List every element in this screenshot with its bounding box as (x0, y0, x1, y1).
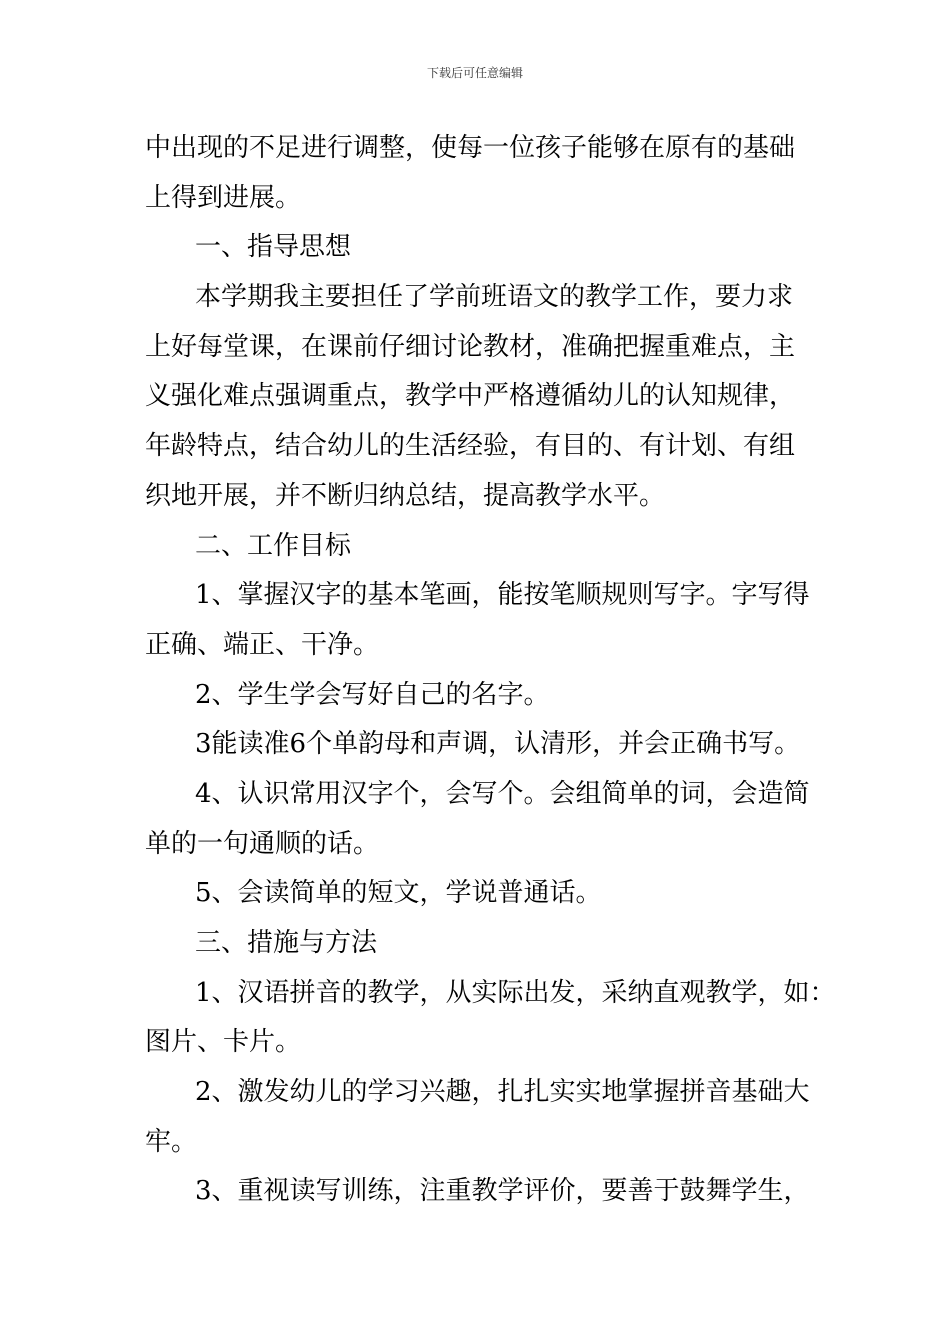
section-heading-measures: 三、措施与方法 (195, 928, 378, 958)
text-line: 上得到进展。 (145, 182, 302, 213)
page-header-note: 下载后可任意编辑 (426, 66, 523, 80)
document-body (145, 124, 836, 1217)
list-item: 2、激发幼儿的学习兴趣，扎扎实实地掌握拼音基础大 (195, 1077, 810, 1108)
list-item: 3能读准6个单韵母和声调，认清形，并会正确书写。 (195, 729, 801, 760)
list-item: 4、认识常用汉字个，会写个。会组简单的词，会造简 (195, 778, 810, 809)
text-line: 牢。 (145, 1126, 198, 1157)
list-item: 2、学生学会写好自己的名字。 (195, 679, 550, 710)
text-line: 本学期我主要担任了学前班语文的教学工作，要力求 (195, 282, 794, 313)
text-line: 中出现的不足进行调整，使每一位孩子能够在原有的基础 (145, 133, 796, 163)
list-item: 5、会读简单的短文，学说普通话。 (195, 878, 602, 909)
text-line: 年龄特点，结合幼儿的生活经验，有目的、有计划、有组 (145, 431, 796, 462)
text-line: 正确、端正、干净。 (145, 629, 380, 660)
list-item: 1、汉语拼音的教学，从实际出发，采纳直观教学，如： (195, 977, 836, 1008)
list-item: 3、重视读写训练，注重教学评价，要善于鼓舞学生， (195, 1176, 810, 1207)
text-line: 单的一句通顺的话。 (145, 828, 380, 859)
text-line: 图片、卡片。 (145, 1027, 302, 1058)
list-item: 1、掌握汉字的基本笔画，能按笔顺规则写字。字写得 (195, 580, 810, 611)
section-heading-work-goals: 二、工作目标 (195, 530, 352, 561)
text-line: 织地开展，并不断归纳总结，提高教学水平。 (145, 480, 666, 511)
section-heading-guiding-thought: 一、指导思想 (195, 232, 352, 263)
text-line: 上好每堂课，在课前仔细讨论教材，准确把握重难点，主 (145, 331, 796, 362)
text-line: 义强化难点强调重点，教学中严格遵循幼儿的认知规律， (145, 381, 796, 412)
